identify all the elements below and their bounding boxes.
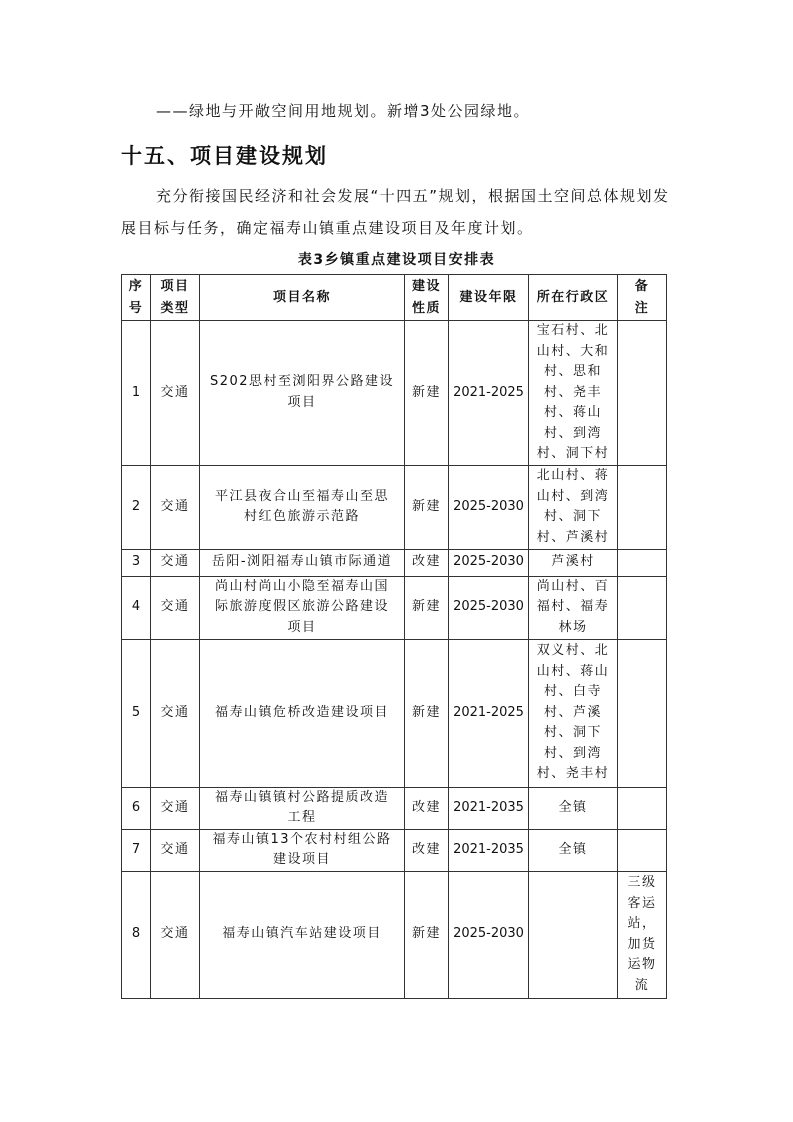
row-years: 2021-2025 (449, 321, 529, 466)
row-no: 5 (122, 639, 151, 787)
row-name: 福寿山镇13个农村村组公路建设项目 (200, 829, 405, 871)
section-heading: 十五、项目建设规划 (121, 144, 328, 168)
table-row (122, 871, 667, 998)
header-note: 备注 (618, 275, 667, 321)
table-row (122, 639, 667, 787)
header-years: 建设年限 (449, 275, 529, 321)
table-row (122, 576, 667, 639)
row-name: 福寿山镇汽车站建设项目 (200, 871, 405, 998)
row-note (618, 549, 667, 576)
row-note (618, 787, 667, 829)
row-note (618, 321, 667, 466)
row-name: 岳阳-浏阳福寿山镇市际通道 (200, 549, 405, 576)
row-note (618, 465, 667, 549)
row-type: 交通 (151, 871, 200, 998)
row-no: 2 (122, 465, 151, 549)
table-row (122, 787, 667, 829)
row-note (618, 576, 667, 639)
row-type: 交通 (151, 576, 200, 639)
row-no: 6 (122, 787, 151, 829)
row-type: 交通 (151, 787, 200, 829)
row-area: 北山村、蒋山村、到湾村、洞下村、芦溪村 (529, 465, 618, 549)
table-row (122, 465, 667, 549)
row-nature: 改建 (405, 787, 449, 829)
row-area: 全镇 (529, 829, 618, 871)
row-years: 2021-2035 (449, 787, 529, 829)
row-nature: 改建 (405, 549, 449, 576)
row-nature: 新建 (405, 465, 449, 549)
row-name: 福寿山镇镇村公路提质改造工程 (200, 787, 405, 829)
row-nature: 新建 (405, 639, 449, 787)
row-name: 福寿山镇危桥改造建设项目 (200, 639, 405, 787)
row-no: 4 (122, 576, 151, 639)
row-area: 芦溪村 (529, 549, 618, 576)
row-area (529, 871, 618, 998)
table-row (122, 829, 667, 871)
row-name: S202思村至浏阳界公路建设项目 (200, 321, 405, 466)
row-no: 1 (122, 321, 151, 466)
row-type: 交通 (151, 549, 200, 576)
header-nature: 建设性质 (405, 275, 449, 321)
row-area: 尚山村、百福村、福寿林场 (529, 576, 618, 639)
row-name: 平江县夜合山至福寿山至思村红色旅游示范路 (200, 465, 405, 549)
header-name: 项目名称 (200, 275, 405, 321)
row-no: 8 (122, 871, 151, 998)
row-nature: 改建 (405, 829, 449, 871)
paragraph-line-2: 展目标与任务，确定福寿山镇重点建设项目及年度计划。 (121, 219, 534, 237)
row-years: 2021-2035 (449, 829, 529, 871)
row-note (618, 829, 667, 871)
table-caption: 表3乡镇重点建设项目安排表 (297, 252, 496, 268)
row-area: 宝石村、北山村、大和村、思和村、尧丰村、蒋山村、到湾村、洞下村 (529, 321, 618, 466)
row-years: 2025-2030 (449, 871, 529, 998)
project-table (121, 274, 667, 999)
row-type: 交通 (151, 639, 200, 787)
row-no: 3 (122, 549, 151, 576)
row-type: 交通 (151, 321, 200, 466)
row-nature: 新建 (405, 576, 449, 639)
row-years: 2021-2025 (449, 639, 529, 787)
row-years: 2025-2030 (449, 549, 529, 576)
row-nature: 新建 (405, 321, 449, 466)
header-area: 所在行政区 (529, 275, 618, 321)
row-area: 全镇 (529, 787, 618, 829)
table-row (122, 549, 667, 576)
row-name: 尚山村尚山小隐至福寿山国际旅游度假区旅游公路建设项目 (200, 576, 405, 639)
paragraph-line-1: 充分衔接国民经济和社会发展“十四五”规划，根据国土空间总体规划发 (156, 187, 670, 205)
intro-line: ——绿地与开敞空间用地规划。新增3处公园绿地。 (156, 102, 531, 120)
row-years: 2025-2030 (449, 465, 529, 549)
row-years: 2025-2030 (449, 576, 529, 639)
row-type: 交通 (151, 465, 200, 549)
header-type: 项目类型 (151, 275, 200, 321)
row-area: 双义村、北山村、蒋山村、白寺村、芦溪村、洞下村、到湾村、尧丰村 (529, 639, 618, 787)
row-no: 7 (122, 829, 151, 871)
table-header-row (122, 275, 667, 321)
row-nature: 新建 (405, 871, 449, 998)
row-type: 交通 (151, 829, 200, 871)
header-no: 序号 (122, 275, 151, 321)
row-note (618, 639, 667, 787)
row-note: 三级客运站，加货运物流 (618, 871, 667, 998)
table-row (122, 321, 667, 466)
